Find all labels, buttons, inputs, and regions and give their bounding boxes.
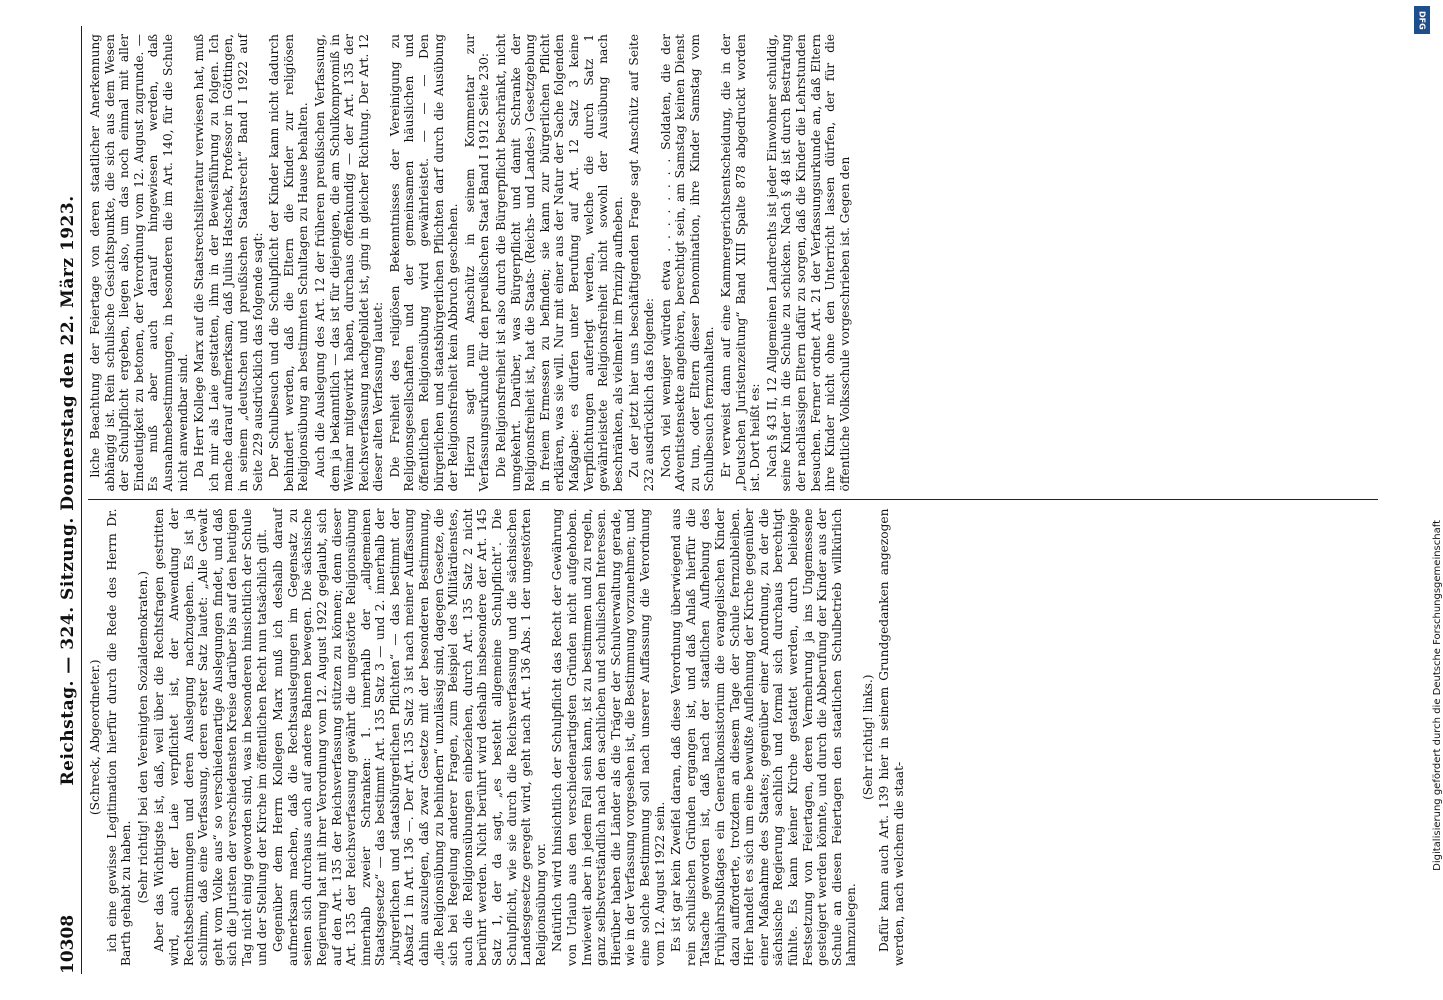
dfg-logo: DFG	[1414, 6, 1430, 34]
paragraph: Der Schulbesuch und die Schulpflicht der Kinder kann nicht dadurch behindert werden, daß die Eltern die Kinder zur religiösen Religionsübung an bestimmten Schultagen zu Hause behalten.	[267, 34, 311, 492]
text-columns	[88, 26, 1378, 974]
rotated-document-page	[40, 0, 1400, 1000]
paragraph: Gegenüber dem Herrn Kollegen Marx muß ich deshalb darauf aufmerksam machen, daß die Rechtsauslegungen im Gegensatz zu seinen sich durchaus auch auf andere Bahnen bewegen. Die sächsische Regierung hat mit ihrer Verordnung vom 12. August 1922 geglaubt, sich auf den Art. 135 der Reichsverfassung stützen zu können; denn dieser Art. 135 der Reichsverfassung gewährt die ungestörte Religionsübung innerhalb zweier Schranken: 1. innerhalb der „allgemeinen Staatsgesetze“ — das bestimmt Art. 135 Satz 3 — und 2. innerhalb der „bürgerlichen und staatsbürgerlichen Pflichten“ — das bestimmt der Absatz 1 in Art. 136 —. Der Art. 135 Satz 3 ist nach meiner Auffassung dahin auszulegen, daß zwar Gesetze mit der besonderen Bestimmung, „die Religionsübung zu behindern“ unzulässig sind, dagegen Gesetze, die sich bei Regelung anderer Fragen, zum Beispiel des Militärdienstes, auch die Religionsübungen einbeziehen, durch Art. 135 Satz 2 nicht berührt werden. Nicht berührt wird deshalb insbesondere der Art. 145 Satz 1, der da sagt, „es besteht allgemeine Schulpflicht“. Die Schulpflicht, wie sie durch die Reichsverfassung und die sächsischen Landesgesetze geregelt wird, geht nach Art. 136 Abs. 1 der ungestörten Religionsübung vor.	[271, 508, 548, 966]
paragraph: Hierzu sagt nun Anschütz in seinem Kommentar zur Verfassungsurkunde für den preußischen Staat Band I 1912 Seite 230:	[462, 34, 492, 492]
paragraph: Er verweist dann auf eine Kammergerichtsentscheidung, die in der „Deutschen Juristenzeitung“ Band XIII Spalte 878 abgedruckt worden ist. Dort heißt es:	[718, 34, 763, 492]
right-column	[88, 26, 1378, 501]
paragraph: Noch viel weniger würden etwa . . . . . . . . Soldaten, die der Adventistensekte angehören, berechtigt sein, am Samstag keinen Dienst zu tun, oder Eltern dieser Denomination, ihre Kinder Samstag vom Schulbesuch fernzuhalten.	[658, 34, 717, 492]
paragraph: (Schreck, Abgeordneter.)	[88, 659, 102, 816]
paragraph: Dafür kann auch Art. 139 hier in seinem Grundgedanken angezogen werden, nach welchem die staat-	[877, 508, 907, 966]
paragraph: Die Freiheit des religiösen Bekenntnisses der Vereinigung zu Religionsgesellschaften und der gemeinsamen häuslichen und öffentlichen Religionsübung wird gewährleistet. — — — Den bürgerlichen und staatsbürgerlichen Pflichten darf durch die Ausübung der Religionsfreiheit kein Abbruch geschehen.	[387, 34, 461, 492]
paragraph: ich eine gewisse Legitimation hierfür durch die Rede des Herrn Dr. Barth gehabt zu haben.	[104, 508, 134, 966]
paragraph: Zu der jetzt hier uns beschäftigenden Frage sagt Anschütz auf Seite 232 ausdrücklich das folgende:	[627, 34, 656, 492]
paragraph: Aber das Wichtigste ist, daß, weil über die Rechtsfragen gestritten wird, auch der Laie verpflichtet ist, der Anwendung der Rechtsbestimmungen und deren Auslegung nachzugehen. Es ist ja schlimm, daß eine Verfassung, deren erster Satz lautet: „Alle Gewalt geht vom Volke aus“ so verschiedenartige Auslegungen findet, und daß sich die Juristen der verschiedensten Kreise darüber bis auf den heutigen Tag nicht einig geworden sind, was in besonderen hinsichtlich der Schule und der Stellung der Kirche im öffentlichen Recht nun tatsächlich gilt.	[152, 508, 269, 966]
paragraph: liche Beachtung der Feiertage von deren staatlicher Anerkennung abhängig ist. Rein schulische Gesichtspunkte, die sich aus dem Wesen der Schulpflicht ergeben, liegen also, um das noch einmal mit aller Eindeutigkeit zu betonen, der Verordnung vom 12. August zugrunde. — Es muß aber auch darauf hingewiesen werden, daß Ausnahmebestimmungen, in besonderen die im Art. 140, für die Schule nicht anwendbar sind.	[88, 34, 190, 492]
paragraph: Nach § 43 II, 12 Allgemeinen Landrechts ist jeder Einwohner schuldig, seine Kinder in die Schule zu schicken. Nach § 48 ist durch Bestrafung der nachlässigen Eltern dafür zu sorgen, daß die Kinder die Lehrstunden besuchen. Ferner ordnet Art. 21 der Verfassungsurkunde an, daß Eltern ihre Kinder nicht ohne den Unterricht lassen dürfen, der für die öffentliche Volksschule vorgeschrieben ist. Gegen den	[764, 34, 852, 492]
paragraph: Auch die Auslegung des Art. 12 der früheren preußischen Verfassung, dem ja bekanntlich — das ist für diejenigen, die am Schulkompromiß in Weimar mitgewirkt haben, durchaus offenkundig — der Art. 135 der Reichsverfassung nachgebildet ist, ging in gleicher Richtung. Der Art. 12 dieser alten Verfassung lautet:	[312, 34, 386, 492]
left-column	[88, 501, 1378, 975]
paragraph: Die Religionsfreiheit ist also durch die Bürgerpflicht beschränkt, nicht umgekehrt. Darüber, was Bürgerpflicht und damit Schranke der Religionsfreiheit ist, hat die Staats- (Reichs- und Landes-) Gesetzgebung in freiem Ermessen zu befinden; sie kann zur bürgerlichen Pflicht erklären, was sie will. Nur mit einer aus der Natur der Sache folgenden Maßgabe: es dürfen unter Berufung auf Art. 12 Satz 3 keine Verpflichtungen auferlegt werden, welche die durch Satz 1 gewährleistete Religionsfreiheit nicht sowohl der Ausübung nach beschränken, als vielmehr im Prinzip aufheben.	[494, 34, 625, 492]
digitization-credit: Digitalisierung gefördert durch die Deutsche Forschungsgemeinschaft	[1432, 520, 1443, 871]
paragraph: (Sehr richtig! links.)	[860, 674, 875, 801]
page-title: Reichstag. — 324. Sitzung. Donnerstag den 22. März 1923.	[58, 195, 78, 786]
paragraph: Da Herr Kollege Marx auf die Staatsrechtsliteratur verwiesen hat, muß ich mir als Laie gestatten, ihm in der Beweisführung zu folgen. Ich mache darauf aufmerksam, daß Julius Hatschek, Professor in Göttingen, in seinem „deutschen und preußischen Staatsrecht“ Band I 1922 auf Seite 229 ausdrücklich das folgende sagt:	[192, 34, 265, 492]
paragraph: Natürlich wird hinsichtlich der Schulpflicht das Recht der Gewährung von Urlaub aus den verschiedenartigsten Gründen nicht aufgehoben. Inwieweit aber in jedem Fall sein kann, ist zu bestimmen und zu regeln, ganz selbstverständlich nach den sachlichen und schulischen Interessen. Hierüber haben die Länder als die Träger der Schulverwaltung gerade, wie in der Verfassung vorgesehen ist, die Bestimmung vorzunehmen; und eine solche Bestimmung soll nach unserer Auffassung die Verordnung vom 12. August 1922 sein.	[550, 508, 667, 966]
paragraph: Es ist gar kein Zweifel daran, daß diese Verordnung überwiegend aus rein schulischen Gründen ergangen ist, und daß Anlaß hierfür die Tatsache geworden ist, daß nach der staatlichen Aufhebung des Frühjahrsbußtages ein Generalkonsistorium die evangelischen Kinder dazu aufforderte, trotzdem an diesem Tage der Schule fernzubleiben. Hier handelt es sich um eine bewußte Auflehnung der Kirche gegenüber einer Maßnahme des Staates; gegenüber einer Anordnung, zu der die sächsische Regierung sachlich und formal sich durchaus berechtigt fühlte. Es kann keiner Kirche gestattet werden, durch beliebige Festsetzung von Feiertagen, deren Vermehrung ja ins Ungemessene gesteigert werden könnte, und durch die Abberufung der Kinder aus der Schule an diesen Feiertagen den staatlichen Schulbetrieb willkürlich lahmzulegen.	[669, 508, 859, 966]
paragraph: (Sehr richtig! bei den Vereinigten Sozialdemokraten.)	[135, 571, 150, 904]
page-header	[58, 26, 82, 974]
page-number: 10308	[58, 914, 78, 974]
